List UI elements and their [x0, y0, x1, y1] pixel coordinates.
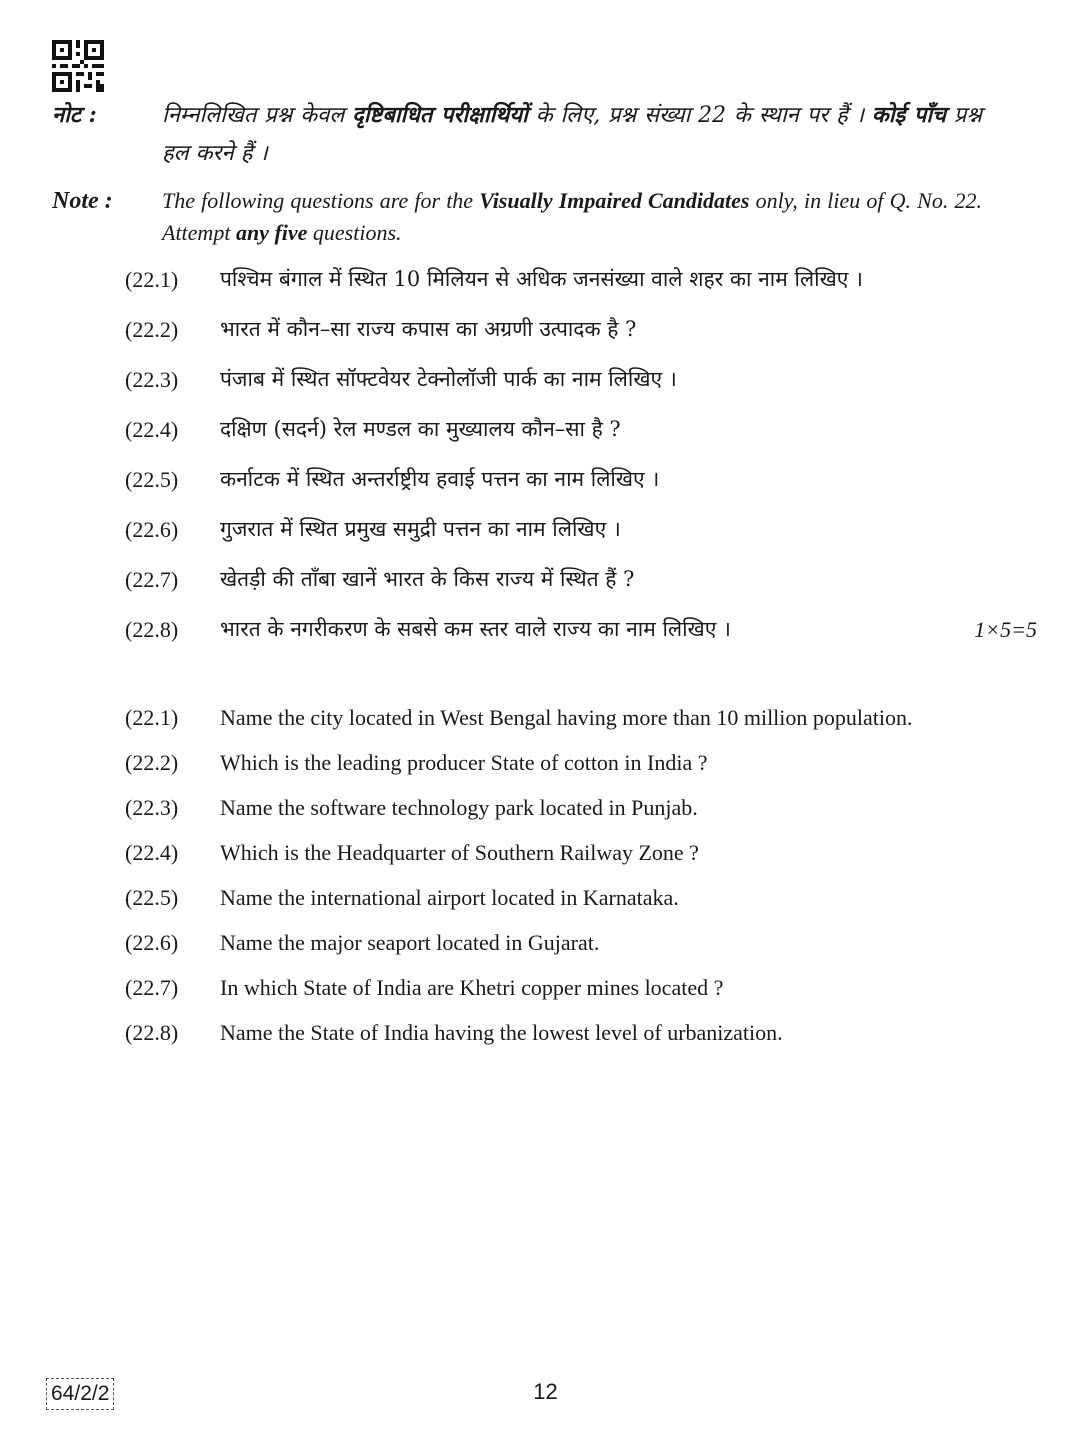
question-item: (22.7) खेतड़ी की ताँबा खानें भारत के किस राज्य में स्थित हैं ?: [125, 567, 635, 592]
hindi-note-label: नोट :: [52, 102, 97, 128]
hindi-question-list: [125, 262, 1037, 662]
question-item: (22.8) भारत के नगरीकरण के सबसे कम स्तर वाले राज्य का नाम लिखिए । 1×5=5: [125, 612, 981, 647]
english-note-text: The following questions are for the Visually Impaired Candidates only, in lieu of Q. No. 22. Attempt any five questions.: [162, 188, 983, 245]
paper-code: 64/2/2: [46, 1378, 114, 1410]
question-item: (22.4) दक्षिण (सदर्न) रेल मण्डल का मुख्यालय कौन–सा है ?: [125, 417, 621, 442]
question-item: (22.6) Name the major seaport located in Gujarat.: [125, 930, 600, 955]
question-item: (22.5) कर्नाटक में स्थित अन्तर्राष्ट्रीय हवाई पत्तन का नाम लिखिए ।: [125, 467, 660, 492]
question-item: (22.7) In which State of India are Khetri copper mines located ?: [125, 975, 724, 1000]
question-item: (22.1) पश्चिम बंगाल में स्थित 10 मिलियन से अधिक जनसंख्या वाले शहर का नाम लिखिए ।: [125, 267, 864, 292]
question-item: (22.6) गुजरात में स्थित प्रमुख समुद्री पत्तन का नाम लिखिए ।: [125, 517, 621, 542]
hindi-note: [52, 96, 982, 173]
qr-code-icon: [52, 40, 104, 92]
english-question-list: [125, 703, 981, 1063]
question-item: (22.5) Name the international airport located in Karnataka.: [125, 885, 679, 910]
question-item: (22.1) Name the city located in West Bengal having more than 10 million population.: [125, 705, 913, 730]
marks-label: 1×5=5: [974, 617, 1037, 642]
question-item: (22.3) Name the software technology park located in Punjab.: [125, 795, 698, 820]
english-note: [52, 185, 982, 249]
question-item: (22.8) Name the State of India having the lowest level of urbanization.: [125, 1020, 783, 1045]
question-item: (22.3) पंजाब में स्थित सॉफ्टवेयर टेक्नोलॉजी पार्क का नाम लिखिए ।: [125, 367, 677, 392]
hindi-note-text: निम्नलिखित प्रश्न केवल दृष्टिबाधित परीक्षार्थियों के लिए, प्रश्न संख्या 22 के स्थान पर हैं । कोई पाँच प्रश्न हल करने हैं ।: [162, 102, 982, 166]
question-item: (22.4) Which is the Headquarter of Southern Railway Zone ?: [125, 840, 699, 865]
english-note-label: Note :: [52, 188, 113, 214]
question-item: (22.2) Which is the leading producer State of cotton in India ?: [125, 750, 708, 775]
page-number: 12: [533, 1379, 558, 1404]
question-item: (22.2) भारत में कौन–सा राज्य कपास का अग्रणी उत्पादक है ?: [125, 317, 637, 342]
